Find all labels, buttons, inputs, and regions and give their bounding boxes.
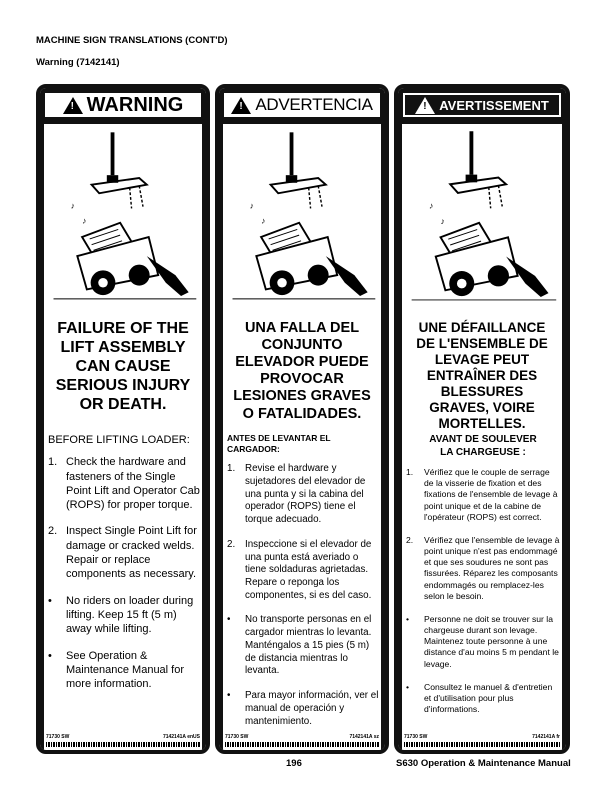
instruction-item bbox=[48, 594, 200, 637]
item-text: Vérifiez que le couple de serrage de la visserie de fixation et des fixations de l'ensemble de levage à point unique et de la cabine de l'opérateur (ROPS) est correct. bbox=[424, 467, 558, 522]
item-marker: 2. bbox=[48, 525, 58, 538]
sign-headline: UNA FALLA DEL CONJUNTO ELEVADOR PUEDE PROVOCAR LESIONES GRAVES O FATALIDADES. bbox=[233, 320, 371, 422]
item-text: Check the hardware and fasteners of the Single Point Lift and Operator Cab (ROPS) for proper torque. bbox=[66, 456, 200, 512]
code-left: 71730 SW bbox=[225, 734, 249, 740]
alert-triangle-icon: ! bbox=[63, 97, 83, 114]
item-marker: 1. bbox=[48, 456, 58, 469]
crushed-by-loader-pictogram bbox=[44, 128, 202, 308]
instruction-item bbox=[227, 690, 379, 728]
instruction-item bbox=[406, 682, 560, 716]
warning-sign bbox=[215, 84, 389, 754]
sign-instructions bbox=[48, 433, 200, 703]
svg-text:♪: ♪ bbox=[249, 200, 254, 211]
barcode bbox=[225, 742, 379, 747]
code-left: 71730 SW bbox=[46, 734, 70, 740]
svg-text:♪: ♪ bbox=[70, 200, 75, 211]
instruction-item bbox=[48, 455, 200, 512]
item-marker: • bbox=[48, 649, 52, 662]
svg-text:♪: ♪ bbox=[440, 215, 445, 226]
sign-headline: UNE DÉFAILLANCE DE L'ENSEMBLE DE LEVAGE PEUT ENTRAÎNER DES BLESSURES GRAVES, VOIRE MORTELLES. bbox=[416, 320, 548, 431]
instructions-heading: ANTES DE LEVANTAR EL CARGADOR: bbox=[227, 433, 331, 455]
item-marker: 1. bbox=[406, 467, 414, 477]
instructions-heading: AVANT DE SOULEVER LA CHARGEUSE : bbox=[429, 434, 537, 458]
page-number: 196 bbox=[286, 758, 302, 769]
sign-instructions bbox=[406, 433, 560, 727]
item-marker: 1. bbox=[227, 463, 236, 475]
item-text: Consultez le manuel & d'entretien et d'utilisation pour plus d'informations. bbox=[424, 681, 553, 715]
warning-sign bbox=[36, 84, 210, 754]
sign-title-box bbox=[45, 93, 201, 117]
item-marker: • bbox=[227, 690, 231, 702]
sign-title: AVERTISSEMENT bbox=[439, 97, 549, 113]
crushed-by-loader-pictogram bbox=[402, 128, 562, 308]
barcode bbox=[404, 742, 560, 747]
item-text: No transporte personas en el cargador mientras lo levanta. Manténgalos a 15 pies (5 m) de distancia mientras lo levanta. bbox=[245, 614, 372, 677]
item-text: See Operation & Maintenance Manual for more information. bbox=[66, 649, 185, 691]
sign-title-box bbox=[224, 93, 380, 117]
item-text: Inspeccione si el elevador de una punta está averiado o tiene soldaduras agrietadas. Repare o reponga los componentes, si es del caso. bbox=[245, 538, 372, 601]
warning-sign bbox=[394, 84, 570, 754]
sign-border bbox=[381, 124, 385, 750]
item-marker: • bbox=[406, 681, 410, 692]
sign-footer bbox=[225, 734, 379, 740]
instruction-item bbox=[227, 463, 379, 527]
item-marker: 2. bbox=[406, 534, 414, 545]
sign-footer bbox=[404, 734, 560, 740]
instruction-item bbox=[406, 535, 560, 602]
item-text: Inspect Single Point Lift for damage or cracked welds. Repair or replace components as necessary. bbox=[66, 525, 197, 581]
item-text: Personne ne doit se trouver sur la chargeuse durant son levage. Maintenez toute personne à une distance d'au moins 5 m pendant le levage. bbox=[424, 613, 559, 669]
instruction-item bbox=[48, 649, 200, 692]
item-text: No riders on loader during lifting. Keep 15 ft (5 m) away while lifting. bbox=[66, 594, 194, 636]
alert-triangle-icon: ! bbox=[231, 97, 251, 114]
instructions-heading: BEFORE LIFTING LOADER: bbox=[48, 434, 190, 446]
instruction-item bbox=[406, 467, 560, 523]
svg-text:♪: ♪ bbox=[261, 215, 266, 226]
sign-border bbox=[562, 124, 566, 750]
svg-text:♪: ♪ bbox=[428, 200, 434, 211]
alert-triangle-icon: ! bbox=[415, 97, 435, 114]
barcode bbox=[46, 742, 200, 747]
item-text: Para mayor información, ver el manual de operación y mantenimiento. bbox=[245, 690, 379, 727]
item-marker: 2. bbox=[227, 538, 236, 550]
sign-border bbox=[202, 124, 206, 750]
sign-title-box bbox=[403, 93, 561, 117]
section-subheading: Warning (7142141) bbox=[36, 57, 120, 68]
code-left: 71730 SW bbox=[404, 734, 428, 740]
sign-header-band bbox=[40, 88, 206, 124]
instruction-item bbox=[48, 524, 200, 581]
code-right: 7142141A sz bbox=[349, 734, 379, 740]
code-right: 7142141A fr bbox=[532, 734, 560, 740]
manual-title: S630 Operation & Maintenance Manual bbox=[396, 758, 571, 769]
sign-header-band bbox=[398, 88, 566, 124]
sign-header-band bbox=[219, 88, 385, 124]
instruction-item bbox=[406, 614, 560, 670]
instruction-item bbox=[227, 614, 379, 678]
svg-text:♪: ♪ bbox=[82, 215, 87, 226]
instruction-item bbox=[227, 539, 379, 603]
item-text: Vérifiez que l'ensemble de levage à point unique n'est pas endommagé et que ses soudures ne sont pas fissurées. Réparez les composants endommagés ou remplacez-les selon le besoin. bbox=[424, 534, 560, 601]
item-marker: • bbox=[48, 594, 52, 607]
sign-instructions bbox=[227, 433, 379, 740]
crushed-by-loader-pictogram bbox=[223, 128, 381, 308]
item-marker: • bbox=[406, 613, 410, 624]
sign-headline: FAILURE OF THE LIFT ASSEMBLY CAN CAUSE SERIOUS INJURY OR DEATH. bbox=[55, 320, 191, 413]
item-marker: • bbox=[227, 614, 231, 626]
section-heading: MACHINE SIGN TRANSLATIONS (CONT'D) bbox=[36, 35, 228, 46]
sign-title: ADVERTENCIA bbox=[255, 95, 373, 114]
sign-title: WARNING bbox=[86, 93, 184, 116]
code-right: 7142141A enUS bbox=[162, 734, 200, 740]
sign-footer bbox=[46, 734, 200, 740]
item-text: Revise el hardware y sujetadores del elevador de una punta y si la cabina del operador (ROPS) tiene el torque adecuado. bbox=[245, 463, 366, 526]
